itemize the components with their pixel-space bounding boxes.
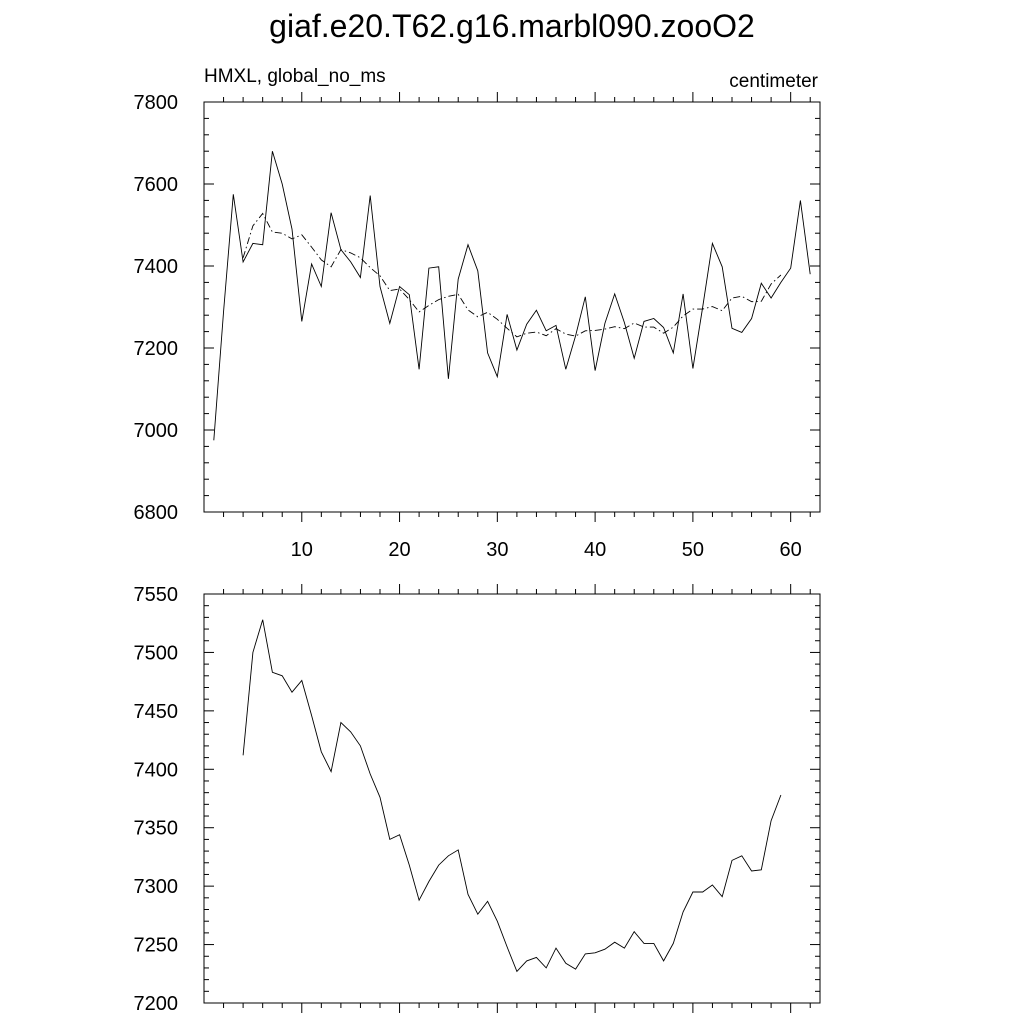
y-tick-label: 6800 [133, 502, 178, 524]
series-line [243, 620, 781, 972]
chart-title: giaf.e20.T62.g16.marbl090.zooO2 [269, 8, 755, 44]
y-tick-label: 7200 [133, 993, 178, 1015]
series-line [214, 151, 810, 440]
y-tick-label: 7350 [133, 817, 178, 840]
left-subtitle: HMXL, global_no_ms [204, 66, 386, 87]
y-tick-label: 7300 [133, 876, 178, 899]
y-tick-label: 7400 [133, 759, 178, 782]
y-tick-label: 7600 [133, 174, 178, 196]
plot-frame [204, 594, 820, 1003]
y-tick-label: 7550 [133, 584, 178, 606]
x-tick-label: 40 [583, 539, 607, 561]
x-tick-label: 30 [486, 539, 509, 561]
units-label: centimeter [729, 71, 818, 92]
x-tick-label: 60 [779, 539, 802, 561]
y-tick-label: 7000 [133, 420, 178, 442]
panel-2 [134, 584, 821, 1015]
x-tick-label: 10 [290, 539, 313, 561]
y-tick-label: 7400 [133, 256, 178, 278]
x-tick-label: 50 [681, 539, 705, 561]
y-tick-label: 7250 [133, 934, 178, 957]
y-tick-label: 7450 [133, 700, 178, 723]
panel-1 [134, 66, 821, 561]
smoothed-series-line [243, 214, 781, 337]
y-tick-label: 7200 [133, 338, 178, 360]
plot-frame [204, 102, 820, 512]
x-tick-label: 20 [388, 539, 411, 561]
y-tick-label: 7500 [133, 642, 178, 665]
y-tick-label: 7800 [133, 92, 178, 114]
